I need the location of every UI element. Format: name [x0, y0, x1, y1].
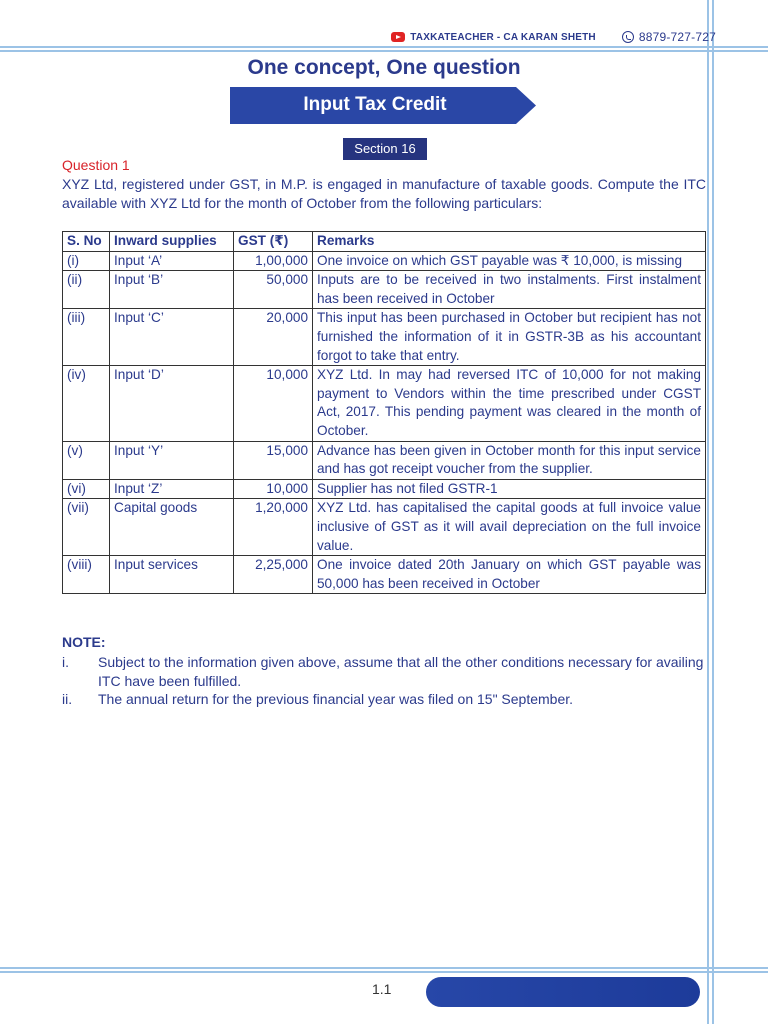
- cell-sno: (ii): [63, 271, 110, 309]
- page-title: One concept, One question: [247, 56, 521, 79]
- cell-sno: (iv): [63, 366, 110, 441]
- cell-sno: (iii): [63, 309, 110, 366]
- cell-supply: Input ‘C’: [110, 309, 234, 366]
- cell-supply: Input ‘A’: [110, 251, 234, 271]
- youtube-icon: [391, 32, 405, 42]
- note-heading: NOTE:: [62, 634, 106, 650]
- question-label: Question 1: [62, 157, 130, 173]
- table-header-row: [63, 232, 706, 252]
- table-row: [63, 479, 706, 499]
- cell-supply: Input ‘Z’: [110, 479, 234, 499]
- cell-sno: (vi): [63, 479, 110, 499]
- table-row: [63, 271, 706, 309]
- bottom-border-line-inner: [0, 971, 768, 973]
- cell-supply: Capital goods: [110, 499, 234, 556]
- cell-gst: 15,000: [234, 441, 313, 479]
- cell-supply: Input ‘Y’: [110, 441, 234, 479]
- itc-table: [62, 231, 706, 594]
- cell-remarks: XYZ Ltd. In may had reversed ITC of 10,000 for not making payment to Vendors within the time prescribed under CGST Act, 2017. This pending payment was cleared in the month of October.: [313, 366, 706, 441]
- cell-sno: (v): [63, 441, 110, 479]
- table-row: [63, 309, 706, 366]
- right-border-line-outer: [712, 0, 714, 1024]
- note-number: ii.: [62, 691, 73, 707]
- channel-item[interactable]: [391, 32, 596, 43]
- list-item: [62, 690, 706, 709]
- question-text: XYZ Ltd, registered under GST, in M.P. is engaged in manufacture of taxable goods. Compute the ITC available with XYZ Ltd for the month of October from the following particulars:: [62, 176, 706, 211]
- cell-gst: 50,000: [234, 271, 313, 309]
- right-border-line: [707, 0, 709, 1024]
- cell-remarks: Advance has been given in October month for this input service and has got receipt voucher from the supplier.: [313, 441, 706, 479]
- cell-remarks: Supplier has not filed GSTR-1: [313, 479, 706, 499]
- cell-supply: Input ‘B’: [110, 271, 234, 309]
- cell-remarks: One invoice on which GST payable was ₹ 10,000, is missing: [313, 251, 706, 271]
- cell-supply: Input ‘D’: [110, 366, 234, 441]
- cell-remarks: Inputs are to be received in two instalments. First instalment has been received in October: [313, 271, 706, 309]
- table-row: [63, 556, 706, 594]
- cell-gst: 10,000: [234, 366, 313, 441]
- header-sno: S. No: [63, 232, 110, 252]
- cell-sno: (vii): [63, 499, 110, 556]
- page-number: 1.1: [372, 981, 392, 997]
- channel-name: TAXKATEACHER - CA KARAN SHETH: [410, 31, 596, 43]
- cell-remarks: One invoice dated 20th January on which GST payable was 50,000 has been received in October: [313, 556, 706, 594]
- header-gst: GST (₹): [234, 232, 313, 252]
- cell-gst: 10,000: [234, 479, 313, 499]
- topic-banner: [230, 87, 536, 124]
- banner-label: Input Tax Credit: [303, 94, 447, 115]
- note-number: i.: [62, 654, 69, 670]
- cell-gst: 20,000: [234, 309, 313, 366]
- top-border-line-inner: [0, 50, 768, 52]
- footer-decorative-bar: [426, 977, 700, 1007]
- note-text: The annual return for the previous financial year was filed on 15" September.: [98, 691, 574, 707]
- cell-gst: 2,25,000: [234, 556, 313, 594]
- table-row: [63, 251, 706, 271]
- table-row: [63, 499, 706, 556]
- cell-gst: 1,20,000: [234, 499, 313, 556]
- header-contact-bar: [391, 30, 716, 44]
- notes-list: [62, 653, 706, 709]
- whatsapp-icon: [622, 31, 634, 43]
- phone-item[interactable]: [622, 30, 716, 44]
- section-badge: Section 16: [343, 138, 427, 160]
- cell-supply: Input services: [110, 556, 234, 594]
- table-row: [63, 366, 706, 441]
- list-item: [62, 653, 706, 690]
- note-text: Subject to the information given above, assume that all the other conditions necessary for availing ITC have been fulfilled.: [98, 654, 704, 689]
- header-inward-supplies: Inward supplies: [110, 232, 234, 252]
- table-row: [63, 441, 706, 479]
- cell-sno: (i): [63, 251, 110, 271]
- phone-number: 8879-727-727: [638, 30, 716, 44]
- bottom-border-line: [0, 967, 768, 969]
- top-border-line: [0, 46, 768, 48]
- cell-remarks: XYZ Ltd. has capitalised the capital goods at full invoice value inclusive of GST as it will avail depreciation on the full invoice value.: [313, 499, 706, 556]
- cell-sno: (viii): [63, 556, 110, 594]
- cell-remarks: This input has been purchased in October but recipient has not furnished the information of it in GSTR-3B as his accountant forgot to take that entry.: [313, 309, 706, 366]
- header-remarks: Remarks: [313, 232, 706, 252]
- cell-gst: 1,00,000: [234, 251, 313, 271]
